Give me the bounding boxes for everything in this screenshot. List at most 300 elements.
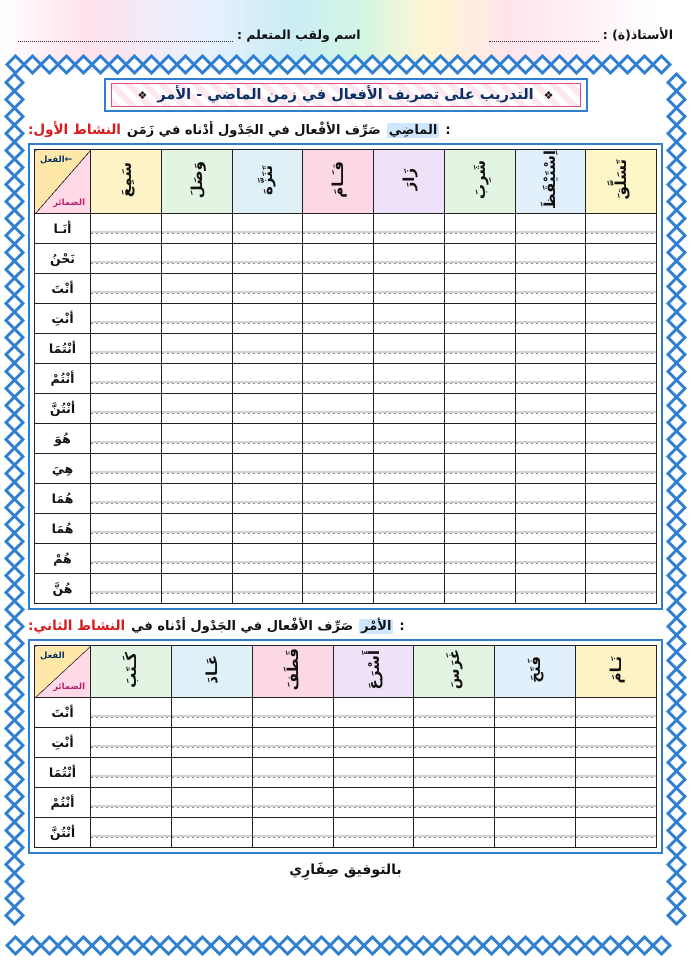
writing-guideline	[495, 818, 575, 847]
answer-cell[interactable]	[161, 334, 232, 364]
answer-cell[interactable]	[252, 728, 333, 758]
writing-guideline	[445, 244, 515, 273]
pronoun-cell: أنْتُنَّ	[35, 394, 91, 424]
answer-cell[interactable]	[374, 304, 445, 334]
table-row	[35, 334, 657, 364]
verb-header-cell: أَسْرَعَ	[333, 646, 414, 698]
answer-cell[interactable]	[374, 544, 445, 574]
pronoun-cell: هُمَا	[35, 514, 91, 544]
pronoun-cell: أنْتُمَا	[35, 334, 91, 364]
answer-cell[interactable]	[303, 574, 374, 604]
answer-cell[interactable]	[444, 274, 515, 304]
writing-guideline	[162, 514, 232, 543]
answer-cell[interactable]	[515, 244, 586, 274]
writing-guideline	[233, 364, 303, 393]
writing-guideline	[303, 424, 373, 453]
writing-guideline	[162, 214, 232, 243]
answer-cell[interactable]	[374, 364, 445, 394]
answer-cell[interactable]	[576, 818, 657, 848]
answer-cell[interactable]	[586, 274, 657, 304]
answer-cell[interactable]	[414, 758, 495, 788]
answer-cell[interactable]	[333, 698, 414, 728]
writing-guideline	[516, 274, 586, 303]
answer-cell[interactable]	[586, 544, 657, 574]
student-name-input-line[interactable]	[18, 28, 233, 42]
writing-guideline	[303, 334, 373, 363]
answer-cell[interactable]	[232, 364, 303, 394]
answer-cell[interactable]	[232, 514, 303, 544]
writing-guideline	[414, 698, 494, 727]
answer-cell[interactable]	[161, 544, 232, 574]
pronoun-cell: أنَـا	[35, 214, 91, 244]
answer-cell[interactable]	[232, 244, 303, 274]
answer-cell[interactable]	[171, 788, 252, 818]
writing-guideline	[91, 574, 161, 603]
answer-cell[interactable]	[515, 274, 586, 304]
answer-cell[interactable]	[515, 544, 586, 574]
answer-cell[interactable]	[586, 394, 657, 424]
answer-cell[interactable]	[444, 514, 515, 544]
answer-cell[interactable]	[374, 454, 445, 484]
writing-guideline	[374, 244, 444, 273]
writing-guideline	[445, 364, 515, 393]
answer-cell[interactable]	[586, 454, 657, 484]
answer-cell[interactable]	[252, 818, 333, 848]
answer-cell[interactable]	[515, 334, 586, 364]
answer-cell[interactable]	[576, 788, 657, 818]
writing-guideline	[233, 304, 303, 333]
writing-guideline	[374, 514, 444, 543]
verb-header-cell: وَصَلَ	[161, 150, 232, 214]
writing-guideline	[445, 454, 515, 483]
conjugation-table-past	[34, 149, 657, 604]
corner-verb-label: ←الفعل	[40, 155, 73, 165]
writing-guideline	[162, 454, 232, 483]
writing-guideline	[253, 728, 333, 757]
ornament-right-icon: ❖	[543, 88, 554, 102]
answer-cell[interactable]	[303, 244, 374, 274]
activity-one-label: النشاط الأول:	[28, 122, 121, 138]
writing-guideline	[516, 304, 586, 333]
answer-cell[interactable]	[444, 334, 515, 364]
writing-guideline	[91, 544, 161, 573]
answer-cell[interactable]	[586, 484, 657, 514]
answer-cell[interactable]	[515, 514, 586, 544]
table-row	[35, 304, 657, 334]
writing-guideline	[495, 728, 575, 757]
worksheet-content	[28, 78, 663, 878]
writing-guideline	[233, 544, 303, 573]
writing-guideline	[162, 394, 232, 423]
writing-guideline	[576, 728, 656, 757]
activity-one-heading	[28, 122, 663, 138]
writing-guideline	[233, 484, 303, 513]
answer-cell[interactable]	[303, 214, 374, 244]
writing-guideline	[516, 514, 586, 543]
writing-guideline	[172, 728, 252, 757]
pronoun-cell: هُنَّ	[35, 574, 91, 604]
answer-cell[interactable]	[303, 424, 374, 454]
writing-guideline	[576, 758, 656, 787]
page-title: التدريب على تصريف الأفعال في زمن الماضي - الأمر	[157, 87, 534, 103]
writing-guideline	[91, 364, 161, 393]
answer-cell[interactable]	[303, 514, 374, 544]
answer-cell[interactable]	[444, 394, 515, 424]
verb-header-cell: تَنَزَّهَ	[232, 150, 303, 214]
teacher-name-input-line[interactable]	[489, 28, 599, 42]
table-row	[35, 758, 657, 788]
verb-header-cell: قـَـامَ	[303, 150, 374, 214]
answer-cell[interactable]	[576, 698, 657, 728]
answer-cell[interactable]	[586, 334, 657, 364]
writing-guideline	[233, 514, 303, 543]
writing-guideline	[374, 364, 444, 393]
answer-cell[interactable]	[586, 304, 657, 334]
answer-cell[interactable]	[495, 698, 576, 728]
answer-cell[interactable]	[91, 244, 162, 274]
answer-cell[interactable]	[91, 728, 172, 758]
answer-cell[interactable]	[161, 304, 232, 334]
answer-cell[interactable]	[91, 544, 162, 574]
writing-guideline	[445, 544, 515, 573]
answer-cell[interactable]	[374, 214, 445, 244]
answer-cell[interactable]	[303, 454, 374, 484]
answer-cell[interactable]	[333, 758, 414, 788]
writing-guideline	[576, 698, 656, 727]
answer-cell[interactable]	[161, 484, 232, 514]
answer-cell[interactable]	[515, 214, 586, 244]
answer-cell[interactable]	[171, 728, 252, 758]
writing-guideline	[495, 788, 575, 817]
writing-guideline	[162, 334, 232, 363]
table-row	[35, 150, 657, 214]
answer-cell[interactable]	[232, 274, 303, 304]
answer-cell[interactable]	[91, 424, 162, 454]
border-diamond-icon	[651, 54, 672, 75]
answer-cell[interactable]	[495, 758, 576, 788]
answer-cell[interactable]	[374, 574, 445, 604]
writing-guideline	[334, 728, 414, 757]
answer-cell[interactable]	[91, 394, 162, 424]
verb-header-cell: عَـادَ	[171, 646, 252, 698]
corner-verb-label: الفعل	[40, 651, 65, 661]
answer-cell[interactable]	[252, 698, 333, 728]
writing-guideline	[516, 544, 586, 573]
writing-guideline	[303, 274, 373, 303]
table-row	[35, 728, 657, 758]
writing-guideline	[91, 244, 161, 273]
answer-cell[interactable]	[161, 394, 232, 424]
answer-cell[interactable]	[303, 364, 374, 394]
activity-two-label: النشاط الثاني:	[28, 618, 126, 634]
teacher-name-field[interactable]	[489, 27, 673, 42]
answer-cell[interactable]	[515, 424, 586, 454]
answer-cell[interactable]	[374, 484, 445, 514]
table-row	[35, 484, 657, 514]
writing-guideline	[162, 304, 232, 333]
writing-guideline	[516, 394, 586, 423]
writing-guideline	[91, 454, 161, 483]
answer-cell[interactable]	[232, 304, 303, 334]
writing-guideline	[374, 274, 444, 303]
answer-cell[interactable]	[303, 274, 374, 304]
verb-header-cell: سَمِعَ	[91, 150, 162, 214]
writing-guideline	[374, 214, 444, 243]
answer-cell[interactable]	[444, 544, 515, 574]
arrow-left-icon: ←	[64, 155, 73, 165]
answer-cell[interactable]	[91, 364, 162, 394]
answer-cell[interactable]	[91, 574, 162, 604]
table-row	[35, 394, 657, 424]
answer-cell[interactable]	[586, 364, 657, 394]
writing-guideline	[445, 514, 515, 543]
writing-guideline	[91, 698, 171, 727]
answer-cell[interactable]	[333, 788, 414, 818]
answer-cell[interactable]	[414, 788, 495, 818]
writing-guideline	[374, 484, 444, 513]
writing-guideline	[303, 394, 373, 423]
writing-guideline	[162, 364, 232, 393]
writing-guideline	[445, 484, 515, 513]
writing-guideline	[172, 788, 252, 817]
answer-cell[interactable]	[495, 818, 576, 848]
writing-guideline	[374, 304, 444, 333]
answer-cell[interactable]	[232, 454, 303, 484]
answer-cell[interactable]	[91, 788, 172, 818]
table-row	[35, 424, 657, 454]
table-row	[35, 274, 657, 304]
answer-cell[interactable]	[91, 484, 162, 514]
writing-guideline	[516, 244, 586, 273]
answer-cell[interactable]	[495, 788, 576, 818]
corner-pronoun-label: الضمائر	[53, 682, 85, 692]
writing-guideline	[586, 274, 656, 303]
verb-header-cell: اِسْتَيْقَظَ	[515, 150, 586, 214]
teacher-name-label: الأستاذ(ة) :	[602, 26, 673, 42]
writing-guideline	[516, 574, 586, 603]
writing-guideline	[91, 758, 171, 787]
writing-guideline	[162, 244, 232, 273]
writing-guideline	[303, 244, 373, 273]
writing-guideline	[91, 818, 171, 847]
table-row	[35, 818, 657, 848]
table-row	[35, 698, 657, 728]
answer-cell[interactable]	[444, 454, 515, 484]
writing-guideline	[334, 758, 414, 787]
student-name-label: اسم ولقب المتعلم :	[237, 26, 361, 42]
writing-guideline	[233, 214, 303, 243]
writing-guideline	[303, 484, 373, 513]
writing-guideline	[516, 484, 586, 513]
verb-header-cell: فَتَحَ	[495, 646, 576, 698]
answer-cell[interactable]	[232, 574, 303, 604]
answer-cell[interactable]	[171, 818, 252, 848]
student-name-field[interactable]	[18, 27, 361, 42]
writing-guideline	[162, 424, 232, 453]
answer-cell[interactable]	[303, 394, 374, 424]
answer-cell[interactable]	[444, 214, 515, 244]
writing-guideline	[91, 424, 161, 453]
writing-guideline	[445, 214, 515, 243]
pronoun-cell: هُمَا	[35, 484, 91, 514]
answer-cell[interactable]	[414, 728, 495, 758]
writing-guideline	[162, 274, 232, 303]
answer-cell[interactable]	[91, 698, 172, 728]
answer-cell[interactable]	[374, 274, 445, 304]
answer-cell[interactable]	[515, 454, 586, 484]
answer-cell[interactable]	[161, 274, 232, 304]
answer-cell[interactable]	[232, 214, 303, 244]
answer-cell[interactable]	[91, 454, 162, 484]
answer-cell[interactable]	[515, 394, 586, 424]
writing-guideline	[586, 244, 656, 273]
answer-cell[interactable]	[586, 424, 657, 454]
answer-cell[interactable]	[515, 574, 586, 604]
answer-cell[interactable]	[161, 454, 232, 484]
pronoun-cell: أنْتَ	[35, 274, 91, 304]
answer-cell[interactable]	[161, 424, 232, 454]
writing-guideline	[445, 304, 515, 333]
answer-cell[interactable]	[515, 484, 586, 514]
verb-header-cell: زَارَ	[374, 150, 445, 214]
answer-cell[interactable]	[161, 364, 232, 394]
activity-two-desc-before: صَرِّف الأفْعال في الجَدْول أدْناه في	[131, 618, 354, 634]
writing-guideline	[445, 424, 515, 453]
answer-cell[interactable]	[586, 574, 657, 604]
writing-guideline	[91, 484, 161, 513]
answer-cell[interactable]	[444, 484, 515, 514]
title-ribbon	[104, 78, 588, 112]
answer-cell[interactable]	[252, 788, 333, 818]
writing-guideline	[334, 698, 414, 727]
pronoun-cell: أنْتِ	[35, 728, 91, 758]
table-row	[35, 514, 657, 544]
answer-cell[interactable]	[414, 698, 495, 728]
writing-guideline	[576, 788, 656, 817]
answer-cell[interactable]	[171, 758, 252, 788]
writing-guideline	[586, 424, 656, 453]
answer-cell[interactable]	[333, 728, 414, 758]
answer-cell[interactable]	[91, 758, 172, 788]
writing-guideline	[162, 544, 232, 573]
answer-cell[interactable]	[161, 514, 232, 544]
answer-cell[interactable]	[444, 304, 515, 334]
answer-cell[interactable]	[252, 758, 333, 788]
writing-guideline	[162, 574, 232, 603]
table-one-body	[35, 214, 657, 604]
writing-guideline	[586, 394, 656, 423]
page-header	[0, 14, 691, 54]
answer-cell[interactable]	[444, 574, 515, 604]
answer-cell[interactable]	[161, 574, 232, 604]
answer-cell[interactable]	[586, 214, 657, 244]
pronoun-cell: هِيَ	[35, 454, 91, 484]
answer-cell[interactable]	[171, 698, 252, 728]
answer-cell[interactable]	[515, 364, 586, 394]
writing-guideline	[334, 788, 414, 817]
ornament-left-icon: ❖	[137, 88, 148, 102]
writing-guideline	[91, 274, 161, 303]
writing-guideline	[303, 304, 373, 333]
answer-cell[interactable]	[232, 394, 303, 424]
pronoun-cell: هُوَ	[35, 424, 91, 454]
answer-cell[interactable]	[161, 214, 232, 244]
writing-guideline	[253, 698, 333, 727]
writing-guideline	[495, 758, 575, 787]
writing-guideline	[586, 334, 656, 363]
writing-guideline	[516, 424, 586, 453]
answer-cell[interactable]	[444, 424, 515, 454]
answer-cell[interactable]	[374, 394, 445, 424]
answer-cell[interactable]	[444, 244, 515, 274]
answer-cell[interactable]	[303, 304, 374, 334]
writing-guideline	[445, 574, 515, 603]
answer-cell[interactable]	[161, 244, 232, 274]
writing-guideline	[374, 394, 444, 423]
writing-guideline	[414, 728, 494, 757]
footer-note: بالتوفيق صِفَارِي	[289, 862, 402, 878]
answer-cell[interactable]	[333, 818, 414, 848]
border-diamond-icon	[666, 905, 687, 926]
answer-cell[interactable]	[576, 758, 657, 788]
answer-cell[interactable]	[586, 514, 657, 544]
verb-header-cell: شَرِبَ	[444, 150, 515, 214]
writing-guideline	[91, 394, 161, 423]
answer-cell[interactable]	[374, 424, 445, 454]
answer-cell[interactable]	[91, 214, 162, 244]
writing-guideline	[233, 424, 303, 453]
writing-guideline	[516, 454, 586, 483]
activity-one-desc-before: صَرِّف الأفْعال في الجَدْول أدْناه في زَمَن	[126, 122, 381, 138]
answer-cell[interactable]	[374, 334, 445, 364]
answer-cell[interactable]	[91, 274, 162, 304]
pronoun-cell: أنْتُمْ	[35, 364, 91, 394]
answer-cell[interactable]	[374, 244, 445, 274]
answer-cell[interactable]	[444, 364, 515, 394]
answer-cell[interactable]	[232, 544, 303, 574]
writing-guideline	[374, 544, 444, 573]
table-row	[35, 788, 657, 818]
activity-one-desc-after: :	[445, 122, 451, 138]
answer-cell[interactable]	[232, 424, 303, 454]
answer-cell[interactable]	[586, 244, 657, 274]
answer-cell[interactable]	[374, 514, 445, 544]
writing-guideline	[303, 574, 373, 603]
answer-cell[interactable]	[91, 514, 162, 544]
answer-cell[interactable]	[414, 818, 495, 848]
answer-cell[interactable]	[303, 484, 374, 514]
writing-guideline	[586, 484, 656, 513]
answer-cell[interactable]	[232, 334, 303, 364]
writing-guideline	[172, 698, 252, 727]
answer-cell[interactable]	[515, 304, 586, 334]
answer-cell[interactable]	[303, 544, 374, 574]
answer-cell[interactable]	[495, 728, 576, 758]
answer-cell[interactable]	[232, 484, 303, 514]
writing-guideline	[374, 574, 444, 603]
writing-guideline	[233, 244, 303, 273]
writing-guideline	[445, 274, 515, 303]
activity-one-desc-highlight: الماضِي	[388, 122, 438, 138]
writing-guideline	[233, 394, 303, 423]
answer-cell[interactable]	[91, 334, 162, 364]
answer-cell[interactable]	[91, 304, 162, 334]
verb-header-cell: نَـامَ	[576, 646, 657, 698]
answer-cell[interactable]	[303, 334, 374, 364]
answer-cell[interactable]	[576, 728, 657, 758]
answer-cell[interactable]	[91, 818, 172, 848]
writing-guideline	[586, 574, 656, 603]
